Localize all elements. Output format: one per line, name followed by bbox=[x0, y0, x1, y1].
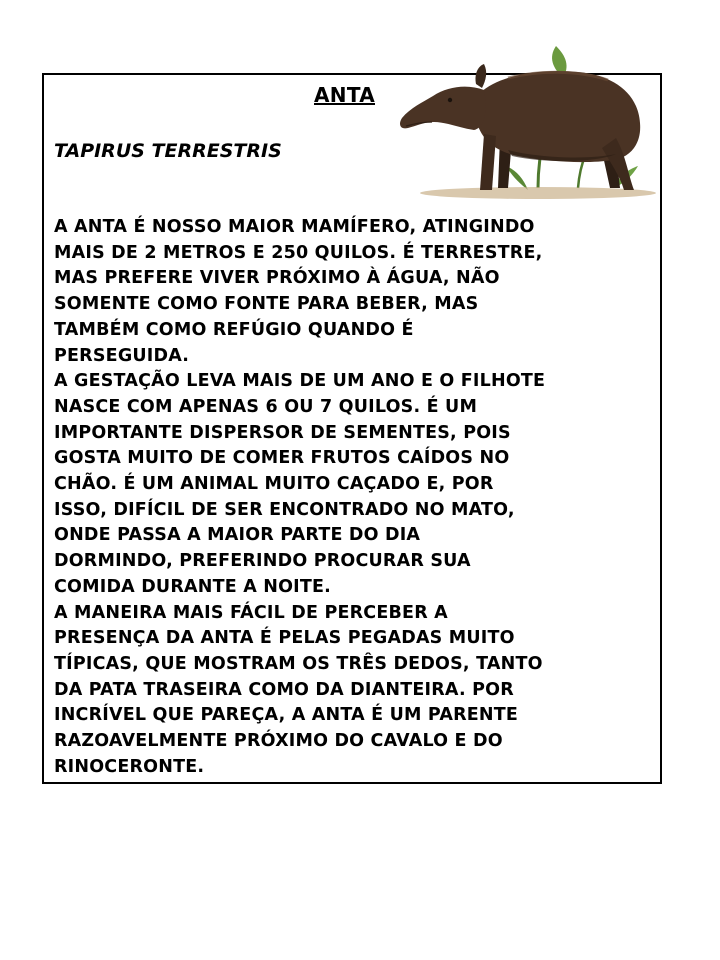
body-line: IMPORTANTE DISPERSOR DE SEMENTES, POIS bbox=[54, 422, 511, 443]
body-line: COMIDA DURANTE A NOITE. bbox=[54, 576, 332, 597]
body-line: ONDE PASSA A MAIOR PARTE DO DIA bbox=[54, 525, 421, 546]
body-line: CHÃO. É UM ANIMAL MUITO CAÇADO E, POR bbox=[54, 474, 494, 495]
body-line: GOSTA MUITO DE COMER FRUTOS CAÍDOS NO bbox=[54, 448, 510, 469]
tapir-icon bbox=[400, 64, 640, 190]
body-line: MAIS DE 2 METROS E 250 QUILOS. É TERRESTRE, bbox=[54, 242, 543, 263]
tapir-illustration bbox=[388, 38, 656, 200]
document-body bbox=[54, 215, 659, 780]
document-title: ANTA bbox=[314, 83, 375, 107]
body-line: RINOCERONTE. bbox=[54, 756, 205, 777]
body-line: PERSEGUIDA. bbox=[54, 345, 190, 366]
ground-shadow bbox=[420, 187, 656, 199]
body-line: SOMENTE COMO FONTE PARA BEBER, MAS bbox=[54, 294, 479, 315]
body-line: A ANTA É NOSSO MAIOR MAMÍFERO, ATINGINDO bbox=[54, 217, 535, 237]
body-line: PRESENÇA DA ANTA É PELAS PEGADAS MUITO bbox=[54, 628, 515, 649]
body-line: DA PATA TRASEIRA COMO DA DIANTEIRA. POR bbox=[54, 679, 514, 700]
body-line: A GESTAÇÃO LEVA MAIS DE UM ANO E O FILHOTE bbox=[54, 371, 546, 392]
body-line: MAS PREFERE VIVER PRÓXIMO À ÁGUA, NÃO bbox=[54, 268, 500, 289]
body-line: TAMBÉM COMO REFÚGIO QUANDO É bbox=[54, 319, 414, 340]
body-line: RAZOAVELMENTE PRÓXIMO DO CAVALO E DO bbox=[54, 731, 503, 752]
document-subtitle: TAPIRUS TERRESTRIS bbox=[54, 140, 282, 162]
body-line: NASCE COM APENAS 6 OU 7 QUILOS. É UM bbox=[54, 396, 478, 417]
body-line: INCRÍVEL QUE PAREÇA, A ANTA É UM PARENTE bbox=[54, 705, 519, 726]
body-line: A MANEIRA MAIS FÁCIL DE PERCEBER A bbox=[54, 602, 448, 623]
body-line: DORMINDO, PREFERINDO PROCURAR SUA bbox=[54, 551, 471, 572]
body-line: TÍPICAS, QUE MOSTRAM OS TRÊS DEDOS, TANTO bbox=[54, 653, 543, 674]
body-line: ISSO, DIFÍCIL DE SER ENCONTRADO NO MATO, bbox=[54, 499, 515, 520]
